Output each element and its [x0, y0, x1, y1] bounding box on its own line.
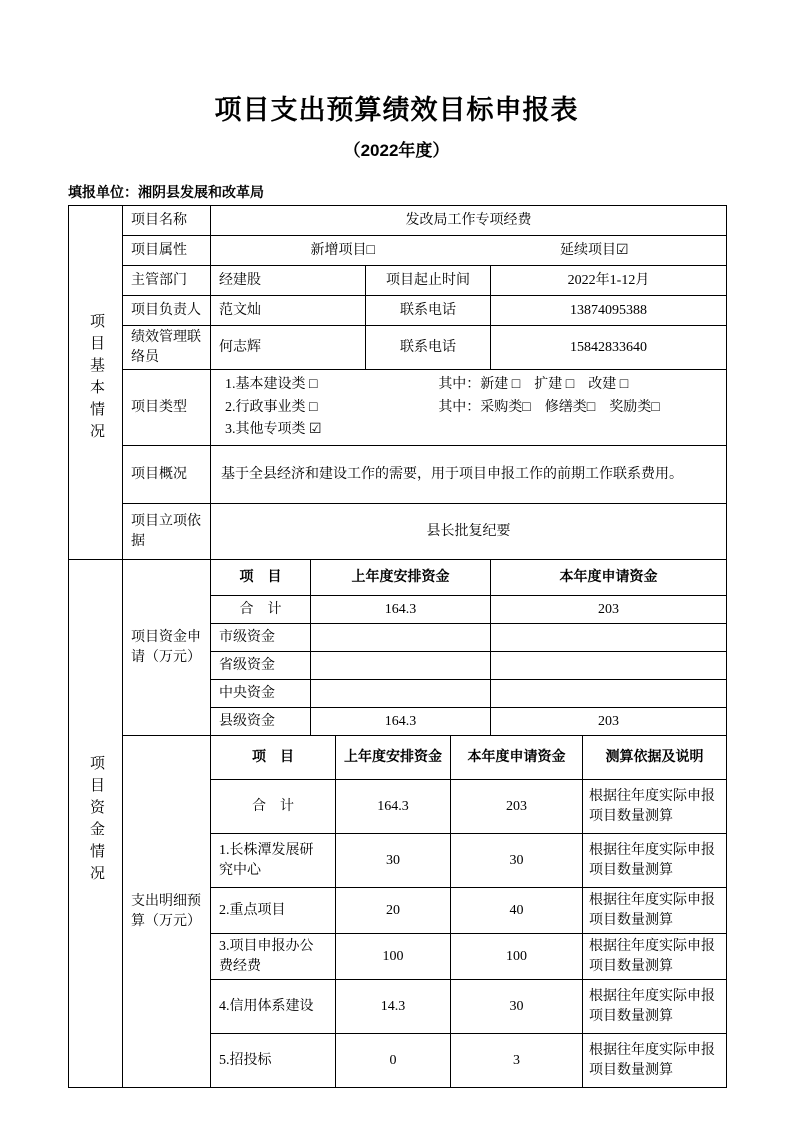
expense-row-prev: 14.3 — [336, 980, 451, 1034]
expense-row-basis: 根据往年度实际申报项目数量测算 — [583, 780, 727, 834]
expense-header-current-year: 本年度申请资金 — [451, 736, 583, 780]
funding-row-current — [491, 652, 727, 680]
expense-row-name: 5.招投标 — [211, 1034, 336, 1088]
project-type-sub-options — [438, 374, 720, 441]
overview-label: 项目概况 — [123, 446, 211, 504]
funding-info-table — [68, 559, 727, 1088]
project-name-label: 项目名称 — [123, 206, 211, 236]
expense-header-prev-year: 上年度安排资金 — [336, 736, 451, 780]
expense-header-basis: 测算依据及说明 — [583, 736, 727, 780]
liaison-phone-value: 15842833640 — [491, 326, 727, 370]
expense-row-current: 100 — [451, 934, 583, 980]
project-attr-label: 项目属性 — [123, 236, 211, 266]
leader-label: 项目负责人 — [123, 296, 211, 326]
expense-row-basis: 根据往年度实际申报项目数量测算 — [583, 1034, 727, 1088]
funding-row-current: 203 — [491, 708, 727, 736]
type-sub-options-other: 其中：采购类□ 修缮类□ 奖励类□ — [438, 399, 660, 415]
project-period-label: 项目起止时间 — [366, 266, 491, 296]
funding-row-prev — [311, 624, 491, 652]
section-funding-info — [69, 560, 123, 1088]
funding-row-name: 省级资金 — [211, 652, 311, 680]
type-option-construction: 1.基本建设类 □ — [225, 377, 318, 393]
expense-detail-side-label: 支出明细预算（万元） — [123, 736, 211, 1088]
leader-phone-label: 联系电话 — [366, 296, 491, 326]
project-type-options — [217, 374, 438, 441]
funding-header-item: 项 目 — [211, 560, 311, 596]
funding-row-prev — [311, 680, 491, 708]
funding-row-current: 203 — [491, 596, 727, 624]
leader-value: 范文灿 — [211, 296, 366, 326]
reporting-unit: 填报单位：湘阴县发展和改革局 — [68, 186, 264, 201]
liaison-phone-label: 联系电话 — [366, 326, 491, 370]
expense-row-prev: 100 — [336, 934, 451, 980]
project-type-label: 项目类型 — [123, 370, 211, 446]
expense-row-current: 30 — [451, 980, 583, 1034]
section-basic-info — [69, 206, 123, 560]
funding-row-current — [491, 624, 727, 652]
funding-row-name: 合 计 — [211, 596, 311, 624]
expense-row-name: 1.长株潭发展研究中心 — [211, 834, 336, 888]
expense-row-prev: 0 — [336, 1034, 451, 1088]
page-subtitle: （2022年度） — [343, 141, 450, 160]
funding-row-name: 中央资金 — [211, 680, 311, 708]
expense-row-basis: 根据往年度实际申报项目数量测算 — [583, 834, 727, 888]
project-name-value: 发改局工作专项经费 — [211, 206, 727, 236]
section-basic-info-label: 项目基本情况 — [88, 313, 104, 446]
expense-row-basis: 根据往年度实际申报项目数量测算 — [583, 934, 727, 980]
approval-basis-label: 项目立项依据 — [123, 504, 211, 560]
expense-row-prev: 20 — [336, 888, 451, 934]
expense-row-prev: 164.3 — [336, 780, 451, 834]
funding-row-name: 县级资金 — [211, 708, 311, 736]
funding-request-side-label: 项目资金申请（万元） — [123, 560, 211, 736]
expense-row-current: 40 — [451, 888, 583, 934]
type-option-administrative: 2.行政事业类 □ — [225, 399, 318, 415]
continue-project-checkbox: 延续项目☑ — [559, 242, 629, 258]
expense-row-name: 4.信用体系建设 — [211, 980, 336, 1034]
funding-header-prev-year: 上年度安排资金 — [311, 560, 491, 596]
overview-value: 基于全县经济和建设工作的需要，用于项目申报工作的前期工作联系费用。 — [211, 446, 727, 504]
page-title: 项目支出预算绩效目标申报表 — [214, 95, 579, 125]
project-type-cell — [211, 370, 727, 446]
expense-row-prev: 30 — [336, 834, 451, 888]
expense-row-current: 3 — [451, 1034, 583, 1088]
expense-row-name: 3.项目申报办公费经费 — [211, 934, 336, 980]
expense-row-name: 2.重点项目 — [211, 888, 336, 934]
expense-row-current: 30 — [451, 834, 583, 888]
expense-row-basis: 根据往年度实际申报项目数量测算 — [583, 888, 727, 934]
dept-value: 经建股 — [211, 266, 366, 296]
expense-row-basis: 根据往年度实际申报项目数量测算 — [583, 980, 727, 1034]
funding-header-current-year: 本年度申请资金 — [491, 560, 727, 596]
leader-phone-value: 13874095388 — [491, 296, 727, 326]
expense-row-name: 合 计 — [211, 780, 336, 834]
new-project-checkbox: 新增项目□ — [310, 242, 375, 258]
liaison-value: 何志辉 — [211, 326, 366, 370]
liaison-label: 绩效管理联络员 — [123, 326, 211, 370]
type-sub-options-construction: 其中：新建 □ 扩建 □ 改建 □ — [438, 377, 629, 393]
approval-basis-value: 县长批复纪要 — [211, 504, 727, 560]
funding-row-prev: 164.3 — [311, 708, 491, 736]
basic-info-table — [68, 205, 727, 560]
funding-row-name: 市级资金 — [211, 624, 311, 652]
expense-header-item: 项 目 — [211, 736, 336, 780]
expense-row-current: 203 — [451, 780, 583, 834]
project-attr-cell — [211, 236, 727, 266]
section-funding-info-label: 项目资金情况 — [88, 754, 104, 887]
funding-row-prev — [311, 652, 491, 680]
funding-row-current — [491, 680, 727, 708]
funding-row-prev: 164.3 — [311, 596, 491, 624]
project-period-value: 2022年1-12月 — [491, 266, 727, 296]
dept-label: 主管部门 — [123, 266, 211, 296]
type-option-other-special: 3.其他专项类 ☑ — [225, 421, 322, 437]
